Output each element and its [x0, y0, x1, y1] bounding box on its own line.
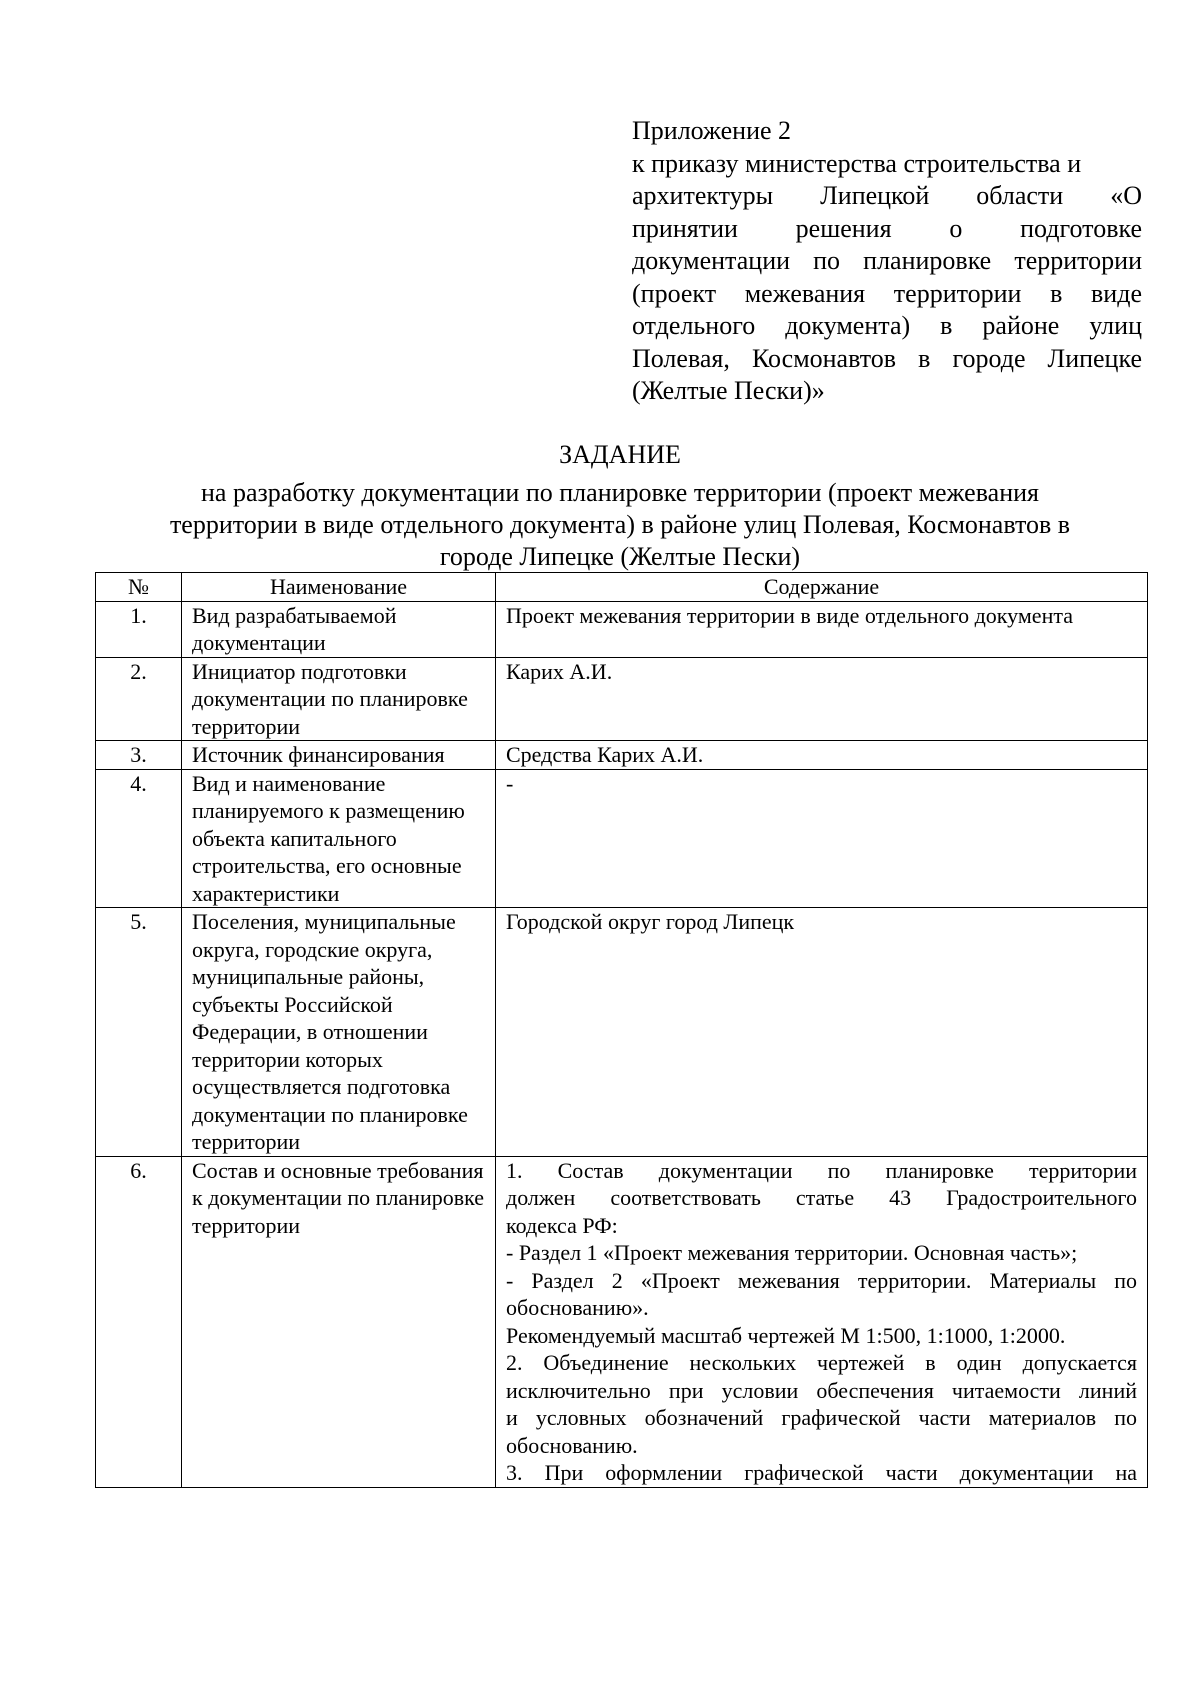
table-row	[96, 908, 1148, 1157]
row-number: 5.	[96, 908, 182, 1157]
content-line: кодекса РФ:	[506, 1212, 618, 1238]
task-table	[95, 572, 1148, 1488]
content-line: - Раздел 2 «Проект межевания территории. Материалы по	[506, 1267, 1137, 1293]
appendix-line: Полевая, Космонавтов в городе Липецке	[632, 343, 1142, 373]
content-line: 3. При оформлении графической части документации на	[506, 1460, 1137, 1485]
table-header-row	[96, 573, 1148, 602]
row-content: Средства Карих А.И.	[496, 741, 1148, 770]
document-title: ЗАДАНИЕ	[559, 440, 681, 469]
row-number: 4.	[96, 769, 182, 908]
row-number: 2.	[96, 657, 182, 741]
row-number: 1.	[96, 601, 182, 657]
content-line: исключительно при условии обеспечения читаемости линий	[506, 1377, 1137, 1403]
appendix-line: принятии решения о подготовке	[632, 213, 1142, 243]
content-line: Рекомендуемый масштаб чертежей М 1:500, 1:1000, 1:2000.	[506, 1322, 1066, 1348]
appendix-line: (проект межевания территории в виде	[632, 278, 1142, 308]
document-subtitle	[95, 477, 1145, 573]
row-name: Вид разрабатываемой документации	[182, 601, 496, 657]
row-content: Городской округ город Липецк	[496, 908, 1148, 1157]
appendix-line: Приложение 2	[632, 116, 792, 145]
content-line: 2. Объединение нескольких чертежей в один допускается	[506, 1350, 1137, 1375]
appendix-line: архитектуры Липецкой области «О	[632, 181, 1142, 210]
table-row	[96, 601, 1148, 657]
content-line: - Раздел 1 «Проект межевания территории. Основная часть»;	[506, 1240, 1078, 1265]
content-line: обоснованию.	[506, 1432, 638, 1458]
content-line: обоснованию».	[506, 1295, 649, 1320]
row-content	[496, 1156, 1148, 1487]
row-name: Источник финансирования	[182, 741, 496, 770]
subtitle-line: территории в виде отдельного документа) в районе улиц Полевая, Космонавтов в	[169, 510, 1071, 539]
row-number: 3.	[96, 741, 182, 770]
row-name: Вид и наименование планируемого к размещению объекта капитального строительства, его основные характеристики	[182, 769, 496, 908]
table-row	[96, 769, 1148, 908]
appendix-line: документации по планировке территории	[632, 246, 1142, 275]
table-row	[96, 741, 1148, 770]
appendix-line: отдельного документа) в районе улиц	[632, 311, 1142, 340]
row-name: Поселения, муниципальные округа, городские округа, муниципальные районы, субъекты Российской Федерации, в отношении территории которых осуществляется подготовка документации по планировке территории	[182, 908, 496, 1157]
row-name: Инициатор подготовки документации по планировке территории	[182, 657, 496, 741]
column-header-content: Содержание	[496, 573, 1148, 602]
table-row	[96, 657, 1148, 741]
appendix-block	[632, 115, 1142, 408]
row-content: Карих А.И.	[496, 657, 1148, 741]
content-line: 1. Состав документации по планировке территории	[506, 1157, 1137, 1183]
column-header-name: Наименование	[182, 573, 496, 602]
content-line: и условных обозначений графической части материалов по	[506, 1405, 1137, 1430]
appendix-line: к приказу министерства строительства и	[632, 148, 1082, 178]
subtitle-line: на разработку документации по планировке территории (проект межевания	[201, 478, 1039, 507]
row-content: Проект межевания территории в виде отдельного документа	[496, 601, 1148, 657]
content-line: должен соответствовать статье 43 Градостроительного	[506, 1185, 1137, 1210]
subtitle-line: городе Липецке (Желтые Пески)	[439, 542, 801, 571]
appendix-line: (Желтые Пески)»	[632, 376, 825, 405]
column-header-number: №	[96, 573, 182, 602]
row-content: -	[496, 769, 1148, 908]
table-row	[96, 1156, 1148, 1487]
row-name: Состав и основные требования к документации по планировке территории	[182, 1156, 496, 1487]
row-number: 6.	[96, 1156, 182, 1487]
